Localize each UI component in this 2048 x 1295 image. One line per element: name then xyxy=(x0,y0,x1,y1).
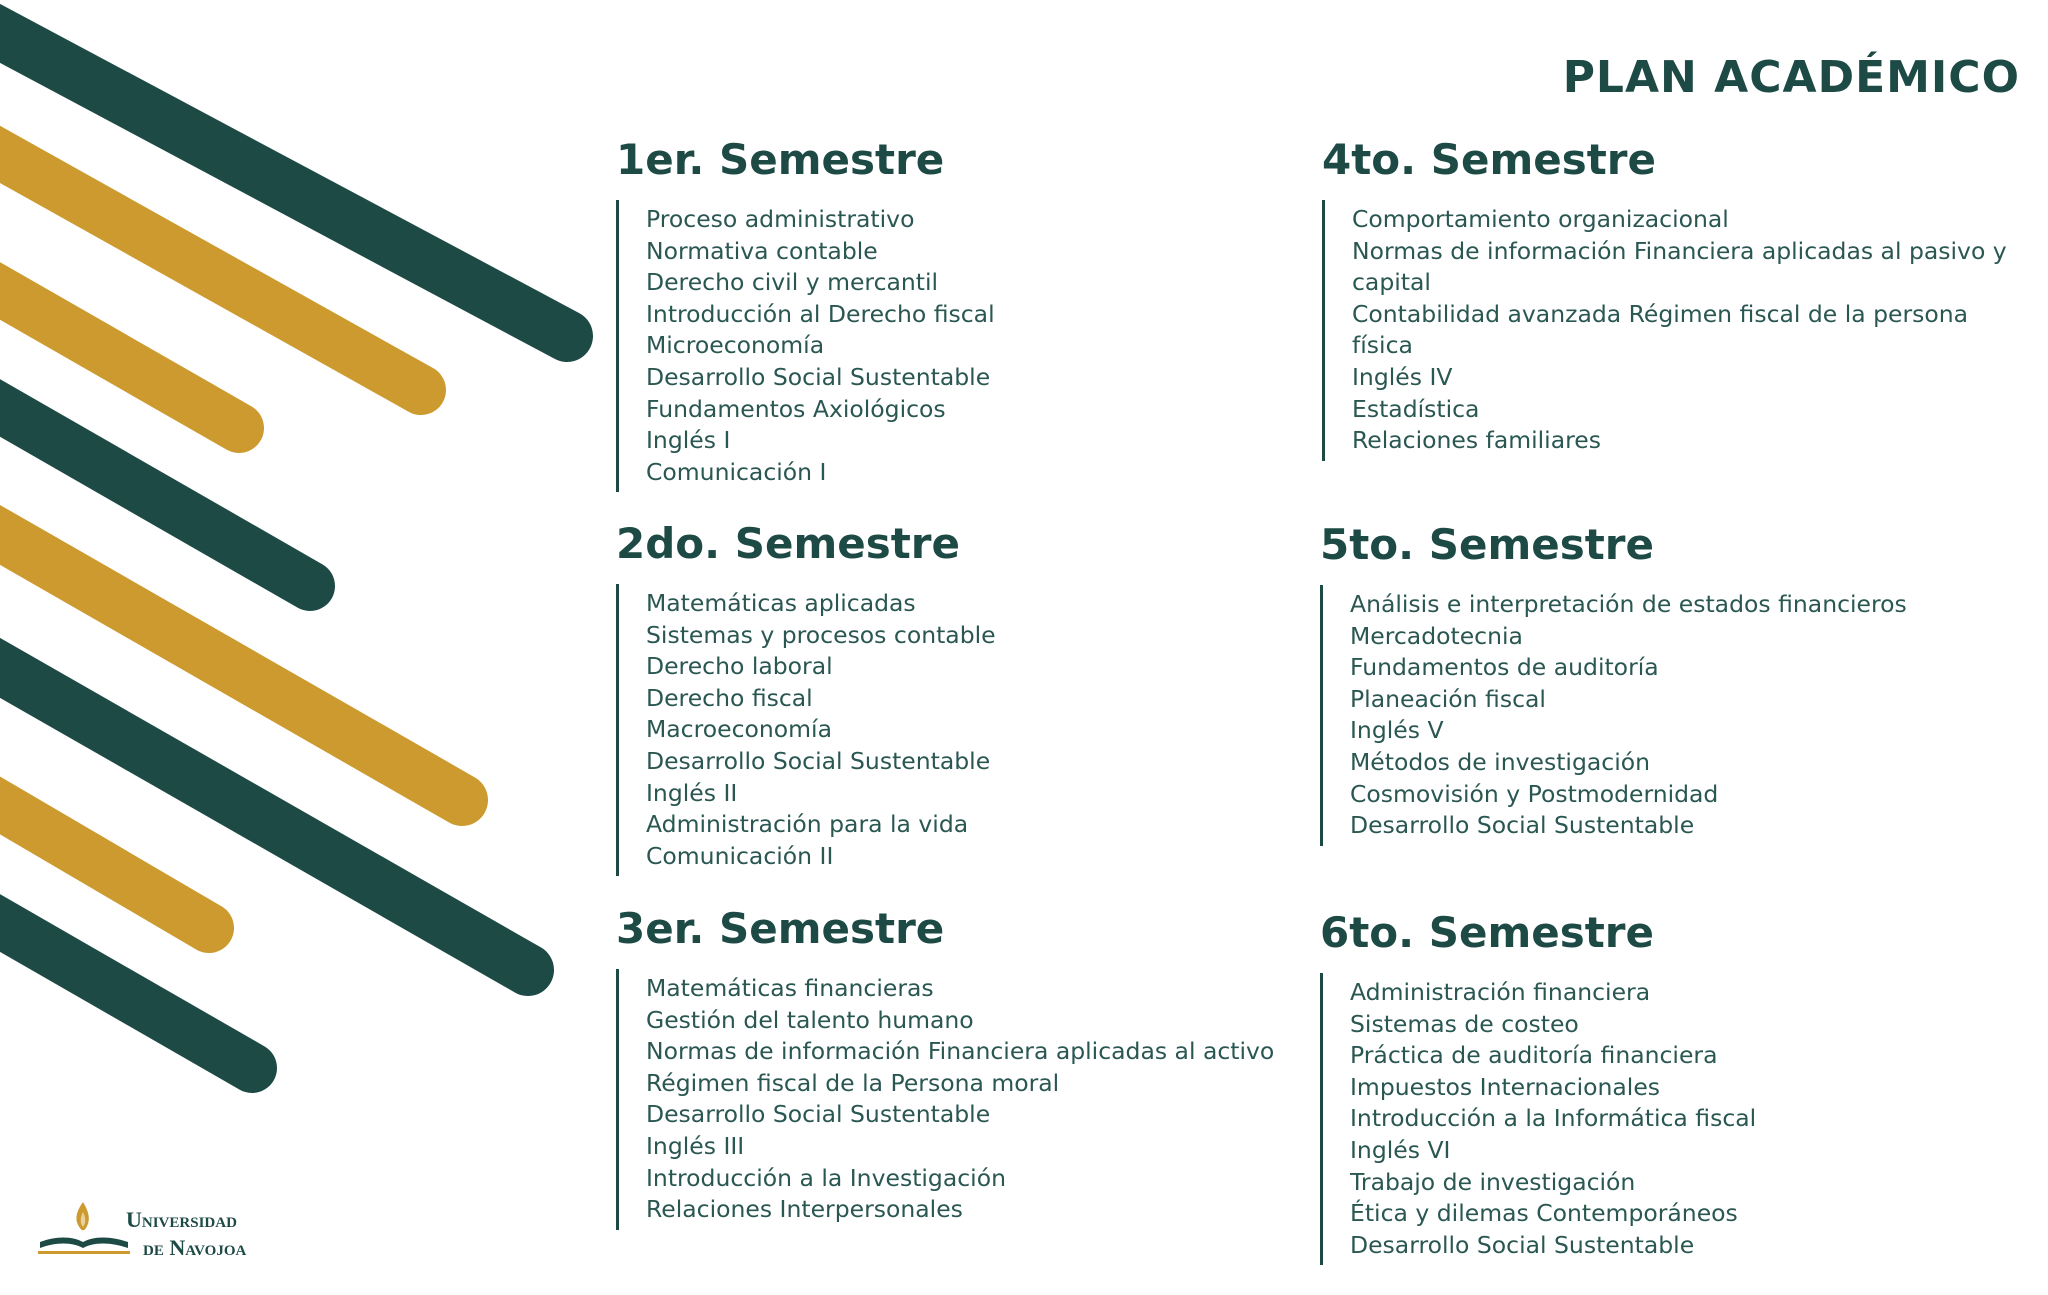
course-item: Desarrollo Social Sustentable xyxy=(646,746,991,775)
page-title: PLAN ACADÉMICO xyxy=(1562,52,2020,103)
semester-title: 2do. Semestre xyxy=(616,519,960,568)
course-item: Microeconomía xyxy=(646,331,825,360)
university-name xyxy=(126,1206,246,1262)
logo-line-1: Universidad xyxy=(126,1207,237,1232)
course-item: Ética y dilemas Contemporáneos xyxy=(1350,1199,1738,1228)
course-item: Matemáticas aplicadas xyxy=(646,589,916,617)
course-item: Matemáticas financieras xyxy=(646,974,934,1002)
course-item: Impuestos Internacionales xyxy=(1350,1072,1661,1101)
course-item: Macroeconomía xyxy=(646,715,832,744)
course-item: Contabilidad avanzada Régimen fiscal de la persona física xyxy=(1352,299,1969,360)
course-item: Planeación fiscal xyxy=(1350,684,1546,713)
course-item: Fundamentos Axiológicos xyxy=(646,394,946,423)
course-item: Inglés III xyxy=(646,1131,745,1160)
course-item: Derecho fiscal xyxy=(646,683,813,712)
logo-line-2: de Navojoa xyxy=(143,1235,247,1260)
course-item: Desarrollo Social Sustentable xyxy=(646,1100,991,1129)
semester-2 xyxy=(616,518,1296,876)
course-item: Práctica de auditoría financiera xyxy=(1350,1041,1718,1070)
course-item: Inglés I xyxy=(646,426,731,455)
course-item: Inglés V xyxy=(1350,716,1444,745)
course-item: Trabajo de investigación xyxy=(1350,1167,1636,1196)
course-item: Introducción a la Informática fiscal xyxy=(1350,1104,1757,1133)
course-item: Introducción a la Investigación xyxy=(646,1163,1006,1192)
course-item: Métodos de investigación xyxy=(1350,747,1650,776)
course-list xyxy=(1320,585,2000,846)
course-item: Relaciones familiares xyxy=(1352,426,1601,455)
course-item: Desarrollo Social Sustentable xyxy=(646,362,991,391)
course-item: Desarrollo Social Sustentable xyxy=(1350,1230,1695,1259)
course-item: Inglés VI xyxy=(1350,1135,1451,1164)
course-item: Relaciones Interpersonales xyxy=(646,1195,963,1224)
course-item: Régimen fiscal de la Persona moral xyxy=(646,1068,1060,1097)
semester-title: 4to. Semestre xyxy=(1322,135,1656,184)
course-list xyxy=(616,969,1296,1230)
stripe-gold xyxy=(0,782,209,928)
course-item: Proceso administrativo xyxy=(646,205,915,233)
course-list xyxy=(616,200,1296,492)
course-item: Introducción al Derecho fiscal xyxy=(646,299,995,328)
course-item: Derecho laboral xyxy=(646,652,833,681)
course-item: Normas de información Financiera aplicadas al activo xyxy=(646,1037,1275,1066)
decorative-stripes xyxy=(0,0,620,1120)
course-list xyxy=(1322,200,2032,461)
course-item: Desarrollo Social Sustentable xyxy=(1350,811,1695,840)
course-item: Cosmovisión y Postmodernidad xyxy=(1350,779,1719,808)
semester-5 xyxy=(1320,519,2000,846)
course-item: Normativa contable xyxy=(646,236,878,265)
course-item: Normas de información Financiera aplicadas al pasivo y capital xyxy=(1352,236,2007,297)
course-item: Análisis e interpretación de estados financieros xyxy=(1350,590,1907,618)
semester-1 xyxy=(616,134,1296,492)
course-item: Sistemas de costeo xyxy=(1350,1009,1579,1038)
course-item: Administración financiera xyxy=(1350,978,1651,1006)
semester-title: 1er. Semestre xyxy=(616,135,945,184)
semester-title: 5to. Semestre xyxy=(1320,520,1654,569)
course-item: Comunicación II xyxy=(646,841,834,870)
course-item: Comportamiento organizacional xyxy=(1352,205,1729,233)
course-item: Fundamentos de auditoría xyxy=(1350,653,1659,682)
university-logo xyxy=(36,1198,306,1268)
semester-title: 3er. Semestre xyxy=(616,904,945,953)
semester-6 xyxy=(1320,907,2000,1265)
semester-3 xyxy=(616,903,1296,1230)
course-item: Mercadotecnia xyxy=(1350,621,1523,650)
course-item: Estadística xyxy=(1352,394,1480,423)
course-list xyxy=(1320,973,2000,1265)
course-item: Inglés II xyxy=(646,778,738,807)
course-item: Inglés IV xyxy=(1352,362,1453,391)
semester-title: 6to. Semestre xyxy=(1320,908,1654,957)
course-item: Administración para la vida xyxy=(646,810,969,839)
course-item: Gestión del talento humano xyxy=(646,1005,974,1034)
course-list xyxy=(616,584,1296,876)
book-flame-icon xyxy=(36,1198,132,1262)
course-item: Comunicación I xyxy=(646,457,827,486)
course-item: Sistemas y procesos contable xyxy=(646,620,996,649)
semester-4 xyxy=(1322,134,2032,461)
course-item: Derecho civil y mercantil xyxy=(646,268,939,297)
